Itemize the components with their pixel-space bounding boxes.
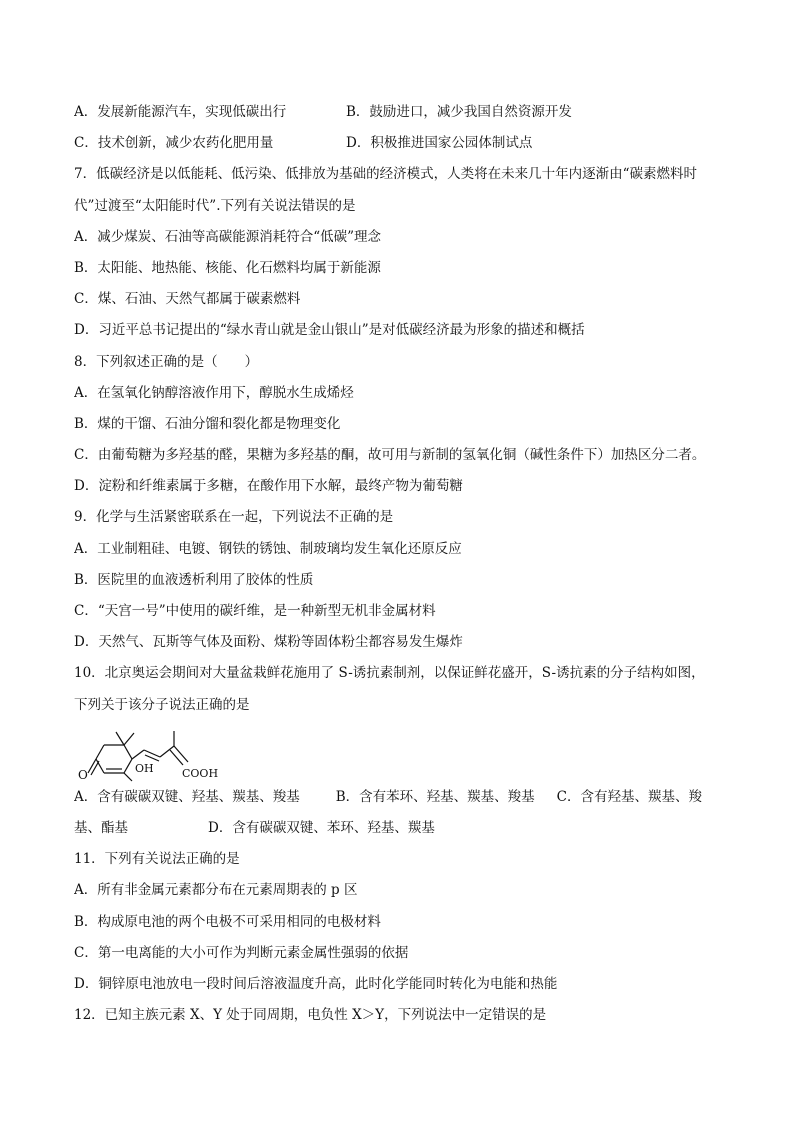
q8-option-a[interactable]: A．在氢氧化钠醇溶液作用下，醇脱水生成烯烃 xyxy=(74,384,354,401)
s-abscisic-acid-structure xyxy=(74,728,234,782)
bond xyxy=(124,773,132,781)
bond-double xyxy=(91,761,99,775)
bond-double xyxy=(170,750,183,765)
question-list xyxy=(74,100,734,1034)
q10-options-row-2 xyxy=(74,816,734,847)
bond xyxy=(96,759,104,773)
q9-stem: 9．化学与生活紧密联系在一起，下列说法不正确的是 xyxy=(74,509,394,526)
q11-option-b[interactable]: B．构成原电池的两个电极不可采用相同的电极材料 xyxy=(74,913,381,930)
q9-option-b[interactable]: B．医院里的血液透析利用了胶体的性质 xyxy=(74,571,314,588)
bond xyxy=(132,750,144,759)
q10-options-row-1 xyxy=(74,785,734,816)
q10-stem-line-2: 下列关于该分子说法正确的是 xyxy=(74,696,250,713)
bond xyxy=(116,732,124,745)
q7-option-b[interactable]: B．太阳能、地热能、核能、化石燃料均属于新能源 xyxy=(74,259,381,276)
q10-option-a[interactable]: A．含有碳碳双键、羟基、羰基、羧基 xyxy=(74,788,300,805)
q6-options-row-2 xyxy=(74,131,734,162)
q6-option-a[interactable]: A．发展新能源汽车，实现低碳出行 xyxy=(74,104,287,120)
q10-stem-line-1: 10．北京奥运会期间对大量盆栽鲜花施用了 S-诱抗素制剂，以保证鲜花盛开，S-诱抗素的分子结构如图， xyxy=(74,665,705,682)
q8-option-d[interactable]: D．淀粉和纤维素属于多糖，在酸作用下水解，最终产物为葡萄糖 xyxy=(74,478,463,495)
hydroxyl-label: OH xyxy=(135,761,154,775)
q9-option-a[interactable]: A．工业制粗硅、电镀、钢铁的锈蚀、制玻璃均发生氧化还原反应 xyxy=(74,540,462,557)
q10-option-c-part-1[interactable]: C．含有羟基、羰基、羧 xyxy=(556,788,703,805)
q8-option-c[interactable]: C．由葡萄糖为多羟基的醛，果糖为多羟基的酮，故可用与新制的氢氧化铜（碱性条件下）加热区分二者。 xyxy=(74,447,706,464)
q11-option-c[interactable]: C．第一电离能的大小可作为判断元素金属性强弱的依据 xyxy=(74,944,409,961)
q10-option-b[interactable]: B．含有苯环、羟基、羰基、羧基 xyxy=(335,788,535,805)
q8-stem: 8．下列叙述正确的是（ ） xyxy=(74,353,259,370)
q10-option-c-part-2[interactable]: 基、酯基 xyxy=(74,819,128,836)
q11-option-a[interactable]: A．所有非金属元素都分布在元素周期表的 p 区 xyxy=(74,882,358,899)
q9-option-c[interactable]: C．“天宫一号”中使用的碳纤维，是一种新型无机非金属材料 xyxy=(74,603,436,619)
bond xyxy=(174,746,188,762)
q7-option-d[interactable]: D．习近平总书记提出的“绿水青山就是金山银山”是对低碳经济最为形象的描述和概括 xyxy=(74,322,585,339)
q11-stem: 11．下列有关说法正确的是 xyxy=(74,851,240,868)
q12-stem: 12．已知主族元素 X、Y 处于同周期，电负性 X＞Y，下列说法中一定错误的是 xyxy=(74,1007,547,1024)
q7-option-c[interactable]: C．煤、石油、天然气都属于碳素燃料 xyxy=(74,291,301,308)
bond xyxy=(96,745,104,759)
q6-options-row-1 xyxy=(74,100,734,131)
bond xyxy=(88,759,96,773)
q6-option-d[interactable]: D．积极推进国家公园体制试点 xyxy=(346,135,533,152)
carboxyl-label: COOH xyxy=(182,766,219,780)
q7-stem-line-1: 7．低碳经济是以低能耗、低污染、低排放为基础的经济模式，人类将在未来几十年内逐渐由“碳素燃料时 xyxy=(74,166,697,183)
oxygen-atom-label: O xyxy=(78,767,88,782)
q6-option-b[interactable]: B．鼓励进口，减少我国自然资源开发 xyxy=(346,104,572,120)
bond xyxy=(124,733,134,745)
q8-option-b[interactable]: B．煤的干馏、石油分馏和裂化都是物理变化 xyxy=(74,415,341,432)
molecule-structure-diagram xyxy=(74,728,734,782)
q6-option-c[interactable]: C．技术创新，减少农药化肥用量 xyxy=(74,135,274,152)
q11-option-d[interactable]: D．铜锌原电池放电一段时间后溶液温度升高，此时化学能同时转化为电能和热能 xyxy=(74,975,558,992)
q7-option-a[interactable]: A．减少煤炭、石油等高碳能源消耗符合“低碳”理念 xyxy=(74,228,382,245)
q10-option-d[interactable]: D．含有碳碳双键、苯环、羟基、羰基 xyxy=(208,819,435,836)
bond xyxy=(124,759,132,773)
q9-option-d[interactable]: D．天然气、瓦斯等气体及面粉、煤粉等固体粉尘都容易发生爆炸 xyxy=(74,634,463,651)
q7-stem-line-2: 代”过渡至“太阳能时代”.下列有关说法错误的是 xyxy=(74,197,356,214)
bond xyxy=(124,745,132,759)
